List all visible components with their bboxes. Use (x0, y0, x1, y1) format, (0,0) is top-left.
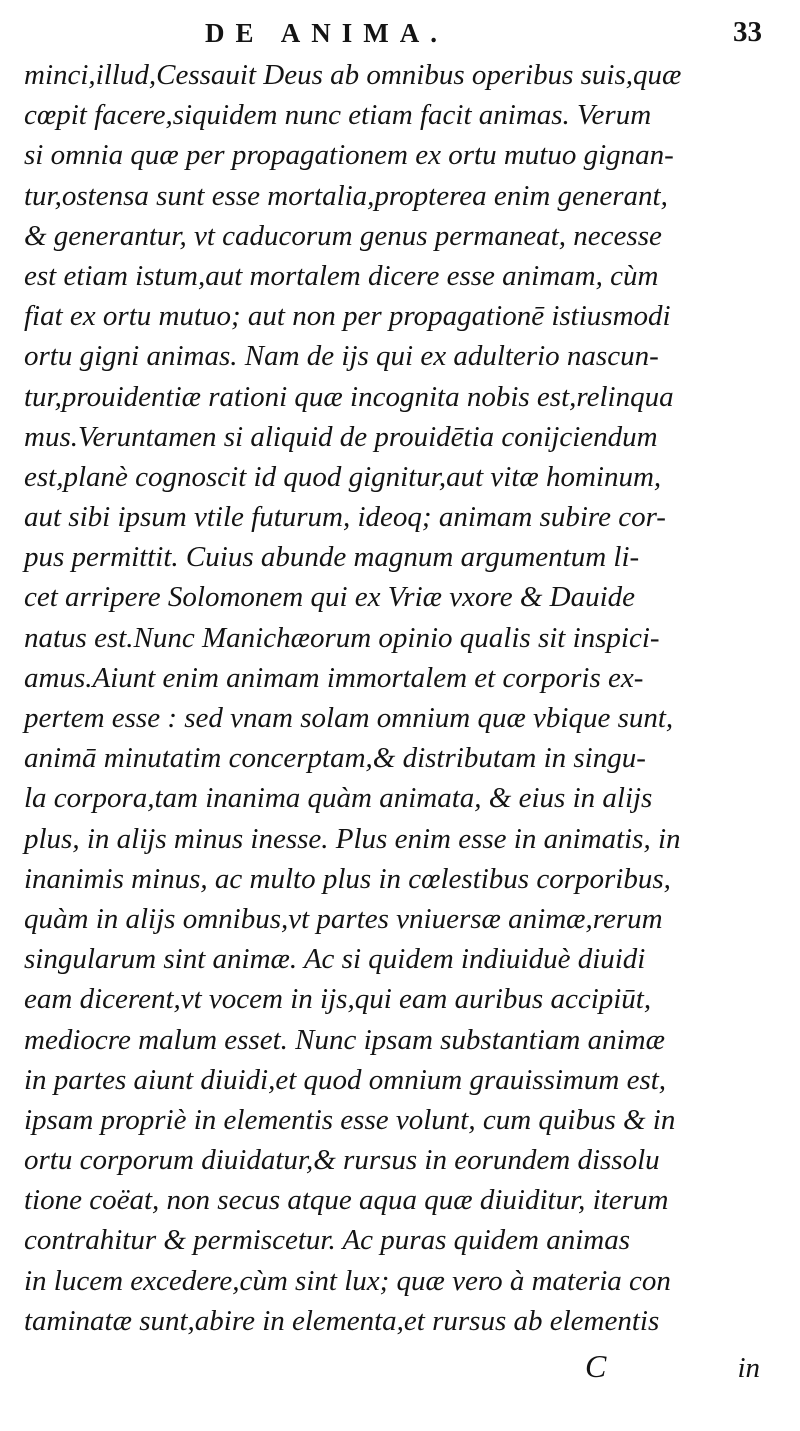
running-head: DE ANIMA. (205, 18, 449, 48)
text-line: plus, in alijs minus inesse. Plus enim esse in animatis, in (24, 822, 681, 855)
text-line: in partes aiunt diuidi,et quod omnium grauissimum est, (24, 1063, 667, 1096)
text-line: tione coëat, non secus atque aqua quæ diuiditur, iterum (24, 1184, 669, 1217)
text-line: taminatæ sunt,abire in elementa,et rursus ab elementis (24, 1304, 660, 1337)
text-line: quàm in alijs omnibus,vt partes vniuersæ animæ,rerum (24, 902, 663, 935)
text-line: pus permittit. Cuius abunde magnum argumentum li- (24, 541, 640, 574)
text-line: mus.Veruntamen si aliquid de prouidētia conijciendum (24, 420, 658, 453)
signature-mark: C (585, 1348, 607, 1384)
text-line: contrahitur & permiscetur. Ac puras quidem animas (24, 1224, 631, 1257)
text-line: aut sibi ipsum vtile futurum, ideoq; animam subire cor- (24, 501, 666, 534)
text-line: la corpora,tam inanima quàm animata, & eius in alijs (24, 782, 653, 815)
text-line: fiat ex ortu mutuo; aut non per propagationē istiusmodi (24, 300, 671, 333)
text-line: & generantur, vt caducorum genus permaneat, necesse (24, 219, 662, 252)
text-line: est etiam istum,aut mortalem dicere esse animam, cùm (24, 259, 659, 292)
text-line: animā minutatim concerptam,& distributam in singu- (24, 742, 646, 775)
text-line: ortu gigni animas. Nam de ijs qui ex adulterio nascun- (24, 340, 659, 373)
text-line: amus.Aiunt enim animam immortalem et corporis ex- (24, 661, 644, 694)
text-line: ortu corporum diuidatur,& rursus in eorundem dissolu (24, 1144, 660, 1177)
text-line: cœpit facere,siquidem nunc etiam facit animas. Verum (24, 99, 652, 132)
text-line: cet arripere Solomonem qui ex Vriæ vxore & Dauide (24, 581, 635, 614)
text-line: est,planè cognoscit id quod gignitur,aut vitæ hominum, (24, 460, 662, 493)
text-line: eam dicerent,vt vocem in ijs,qui eam auribus accipiūt, (24, 983, 652, 1016)
catchword: in (737, 1352, 760, 1384)
text-body (24, 55, 769, 1341)
text-line: singularum sint animæ. Ac si quidem indiuiduè diuidi (24, 943, 646, 976)
text-line: tur,ostensa sunt esse mortalia,propterea enim generant, (24, 179, 668, 212)
text-line: ipsam propriè in elementis esse volunt, cum quibus & in (24, 1103, 676, 1136)
page-number: 33 (733, 16, 762, 48)
text-line: natus est.Nunc Manichæorum opinio qualis sit inspici- (24, 621, 660, 654)
text-line: in lucem excedere,cùm sint lux; quæ vero à materia con (24, 1264, 671, 1297)
text-line: inanimis minus, ac multo plus in cœlestibus corporibus, (24, 862, 671, 895)
text-line: si omnia quæ per propagationem ex ortu mutuo gignan- (24, 139, 674, 172)
text-line: mediocre malum esset. Nunc ipsam substantiam animæ (24, 1023, 665, 1056)
text-line: minci,illud,Cessauit Deus ab omnibus operibus suis,quæ (24, 59, 682, 91)
text-line: tur,prouidentiæ rationi quæ incognita nobis est,relinqua (24, 380, 674, 413)
text-line: pertem esse : sed vnam solam omnium quæ vbique sunt, (24, 702, 674, 734)
